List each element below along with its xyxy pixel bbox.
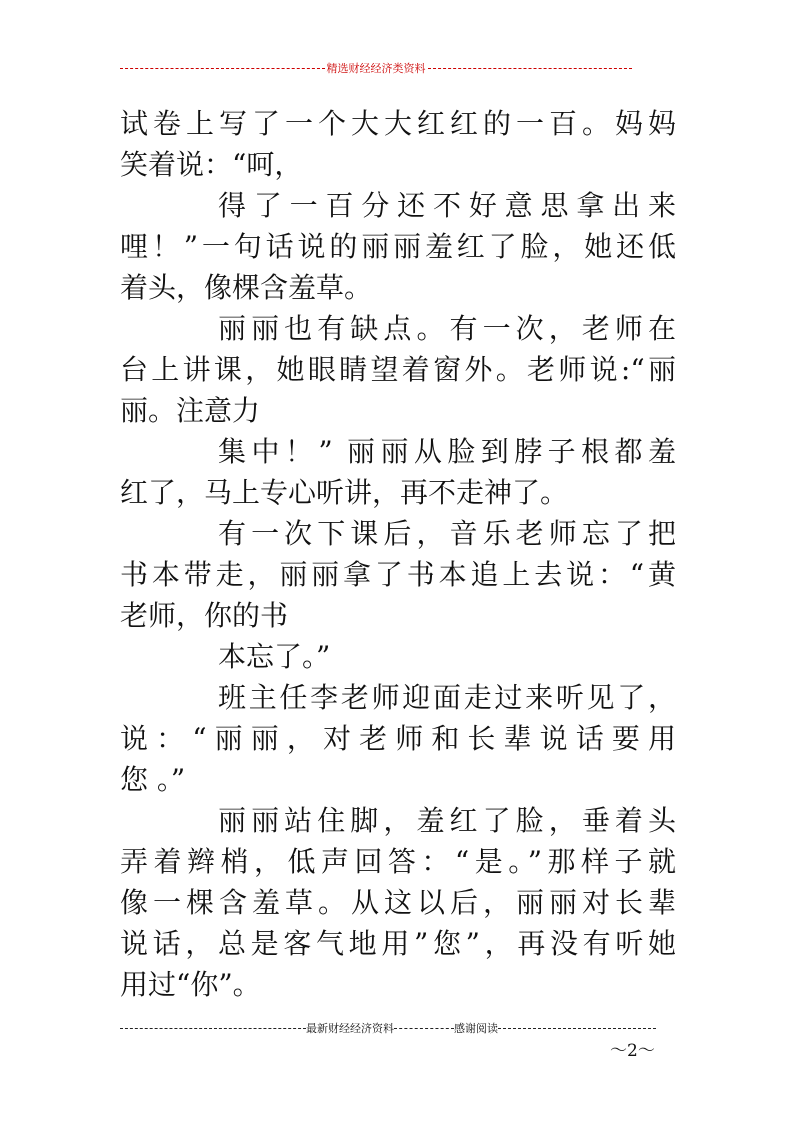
footer-divider-left [120,1028,306,1029]
text-line: 丽丽也有缺点。有一次，老师在 [218,312,676,345]
text-line: 本忘了。” [218,640,331,673]
footer-right-label: 感谢阅读 [454,1022,498,1035]
text-line: 您 。” [120,763,186,796]
text-line: 红了，马上专心听讲，再不走神了。 [120,476,569,509]
document-body [120,103,676,1005]
text-line: 老师，你的书 [120,599,289,632]
text-line: 笑着说：“呵， [120,148,303,181]
page-header [120,60,632,76]
text-line: 台上讲课，她眼睛望着窗外。老师说:“丽 [120,353,676,386]
footer-divider-middle [394,1028,454,1029]
text-line: 书本带走，丽丽拿了书本追上去说：“黄 [120,558,676,591]
text-line: 弄着辫梢，低声回答：“是。”那样子就 [120,845,676,878]
page-footer [120,1020,656,1036]
text-line: 像一棵含羞草。从这以后，丽丽对长辈 [120,886,676,919]
text-line: 说话，总是客气地用”您”，再没有听她 [120,927,676,960]
header-label: 精选财经经济类资料 [326,62,426,75]
text-line: 试卷上写了一个大大红红的一百。妈妈 [120,107,676,140]
text-line: 说：“丽丽，对老师和长辈说话要用 [120,722,676,755]
text-line: 班主任李老师迎面走过来听见了， [218,681,676,714]
page-number: ～2～ [610,1041,655,1061]
text-line: 哩！”一句话说的丽丽羞红了脸，她还低 [120,230,676,263]
text-line: 丽丽站住脚，羞红了脸，垂着头 [218,804,676,837]
text-line: 得了一百分还不好意思拿出来 [218,189,676,222]
header-divider-right [428,68,633,69]
text-line: 丽。注意力 [120,394,261,427]
footer-left-label: 最新财经经济资料 [306,1022,394,1035]
header-divider-left [120,68,325,69]
text-line: 着头，像棵含羞草。 [120,271,373,304]
footer-divider-right [498,1028,656,1029]
text-line: 集中！” 丽丽从脸到脖子根都羞 [218,435,676,468]
text-line: 用过“你”。 [120,968,261,1001]
text-line: 有一次下课后，音乐老师忘了把 [218,517,676,550]
